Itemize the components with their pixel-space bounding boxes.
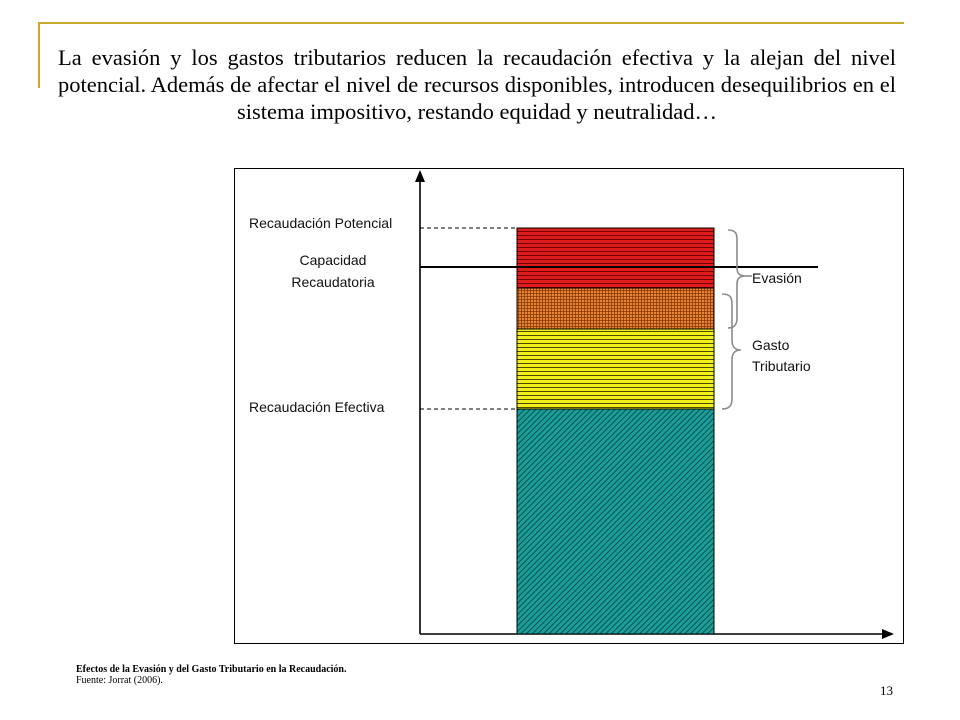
segment-evasion-gasto-overlap (517, 288, 714, 329)
label-recaudatoria: Recaudatoria (291, 274, 375, 290)
brace-gasto (722, 294, 741, 409)
caption-source: Fuente: Jorrat (2006). (76, 675, 163, 686)
brace-evasion (728, 230, 746, 328)
label-tributario: Tributario (752, 358, 811, 374)
label-recaudacion-potencial: Recaudación Potencial (249, 215, 393, 231)
label-gasto: Gasto (752, 337, 790, 353)
label-evasion: Evasión (752, 270, 802, 286)
figure-caption (76, 664, 346, 686)
label-recaudacion-efectiva: Recaudación Efectiva (249, 399, 385, 415)
page-number: 13 (880, 683, 893, 698)
y-axis-arrow (415, 170, 425, 182)
label-capacidad: Capacidad (299, 252, 367, 268)
segment-gasto-tributario (517, 329, 714, 409)
caption-title: Efectos de la Evasión y del Gasto Tributario en la Recaudación. (76, 664, 347, 675)
segment-recaudacion-efectiva (517, 409, 714, 634)
slide-heading: La evasión y los gastos tributarios reducen la recaudación efectiva y la alejan del nivel potencial. Además de afectar el nivel de recursos disponibles, introducen desequilibrios en el sistema impositivo, restando equidad y neutralidad… (58, 45, 896, 124)
x-axis-arrow (882, 629, 894, 639)
segment-evasion (517, 228, 714, 288)
